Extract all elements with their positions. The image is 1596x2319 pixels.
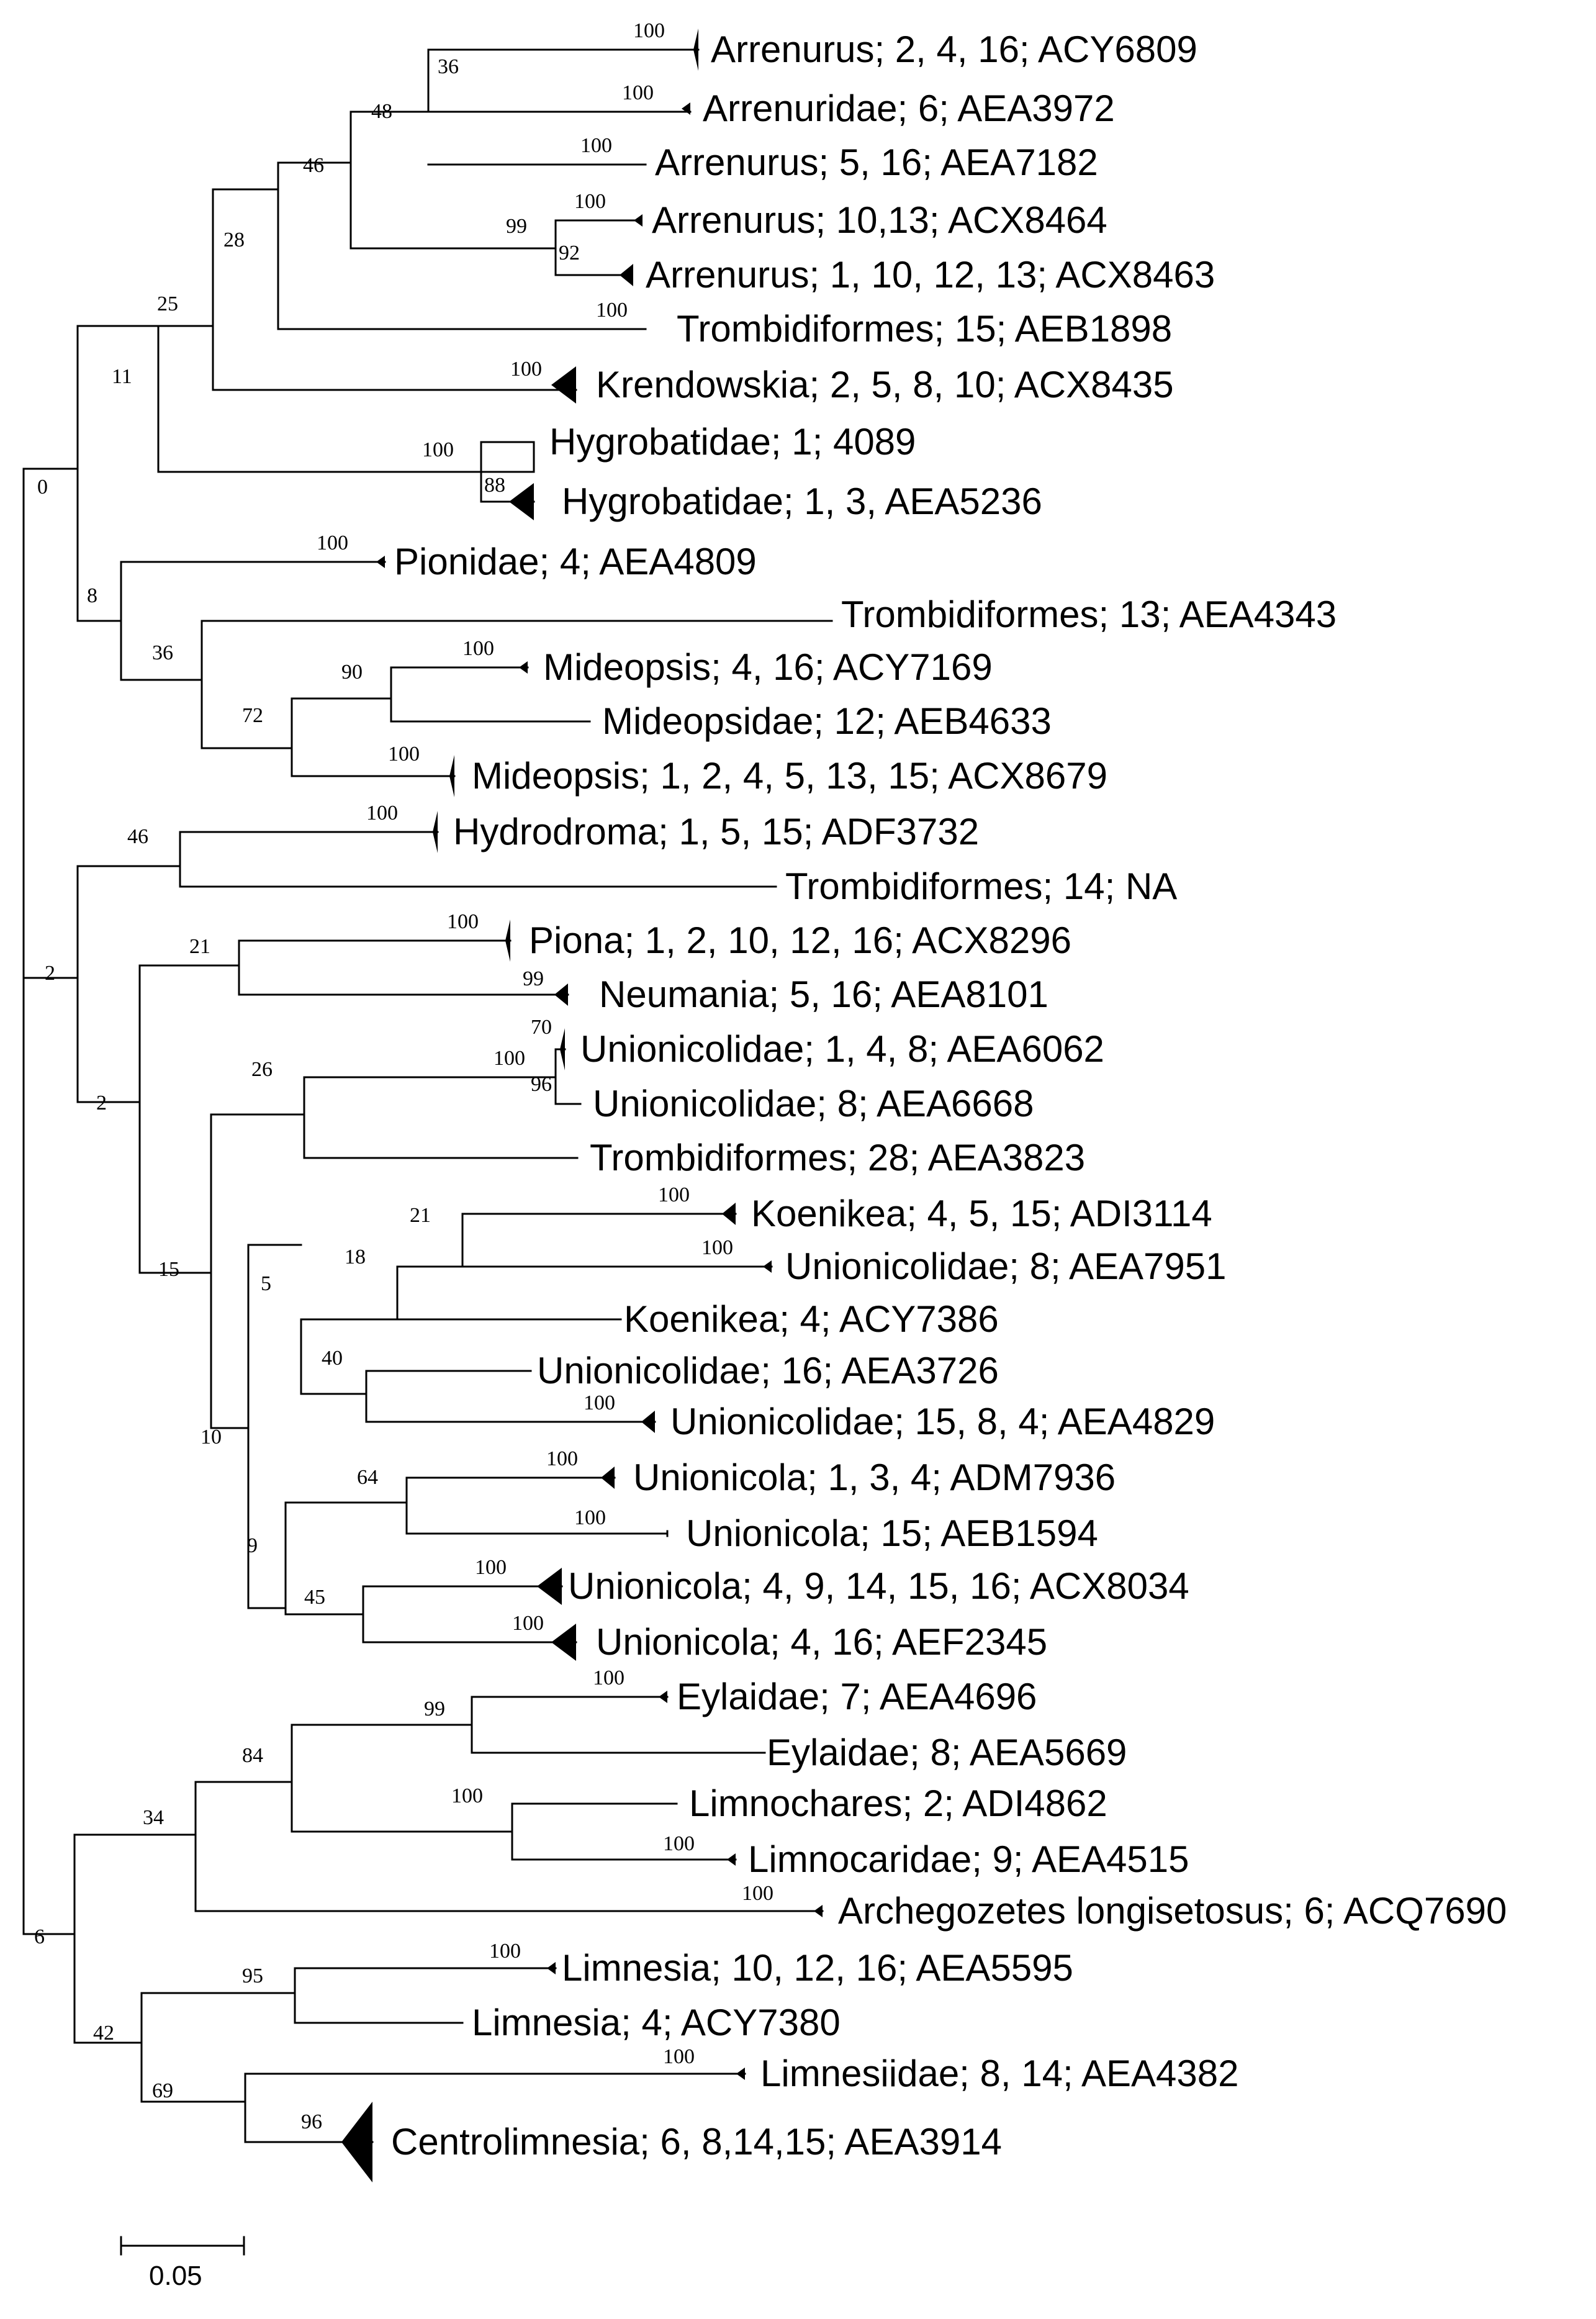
tip-label: Arrenurus; 10,13; ACX8464	[652, 199, 1107, 241]
tip-label: Krendowskia; 2, 5, 8, 10; ACX8435	[596, 364, 1174, 405]
support-value: 88	[484, 474, 505, 497]
branch-segment	[407, 1478, 667, 1534]
support-value: 100	[494, 1047, 525, 1070]
branch-segment	[301, 1319, 397, 1394]
tip-label: Unionicola; 15; AEB1594	[686, 1512, 1098, 1554]
tip-label: Unionicolidae; 15, 8, 4; AEA4829	[670, 1401, 1215, 1442]
tip-label: Limnocaridae; 9; AEA4515	[748, 1838, 1189, 1880]
support-value: 72	[242, 704, 263, 727]
support-value: 100	[584, 1391, 615, 1414]
collapsed-clade-wedge	[537, 1568, 562, 1605]
tip-label: Mideopsis; 1, 2, 4, 5, 13, 15; ACX8679	[472, 755, 1107, 797]
collapsed-clade-wedge	[376, 556, 385, 568]
tip-label: Unionicola; 1, 3, 4; ADM7936	[633, 1457, 1116, 1498]
tip-label: Trombidiformes; 15; AEB1898	[677, 308, 1173, 350]
support-value: 100	[593, 1666, 624, 1689]
support-value: 11	[112, 365, 132, 388]
collapsed-clade-wedge	[693, 29, 698, 71]
tip-label: Unionicolidae; 8; AEA6668	[593, 1083, 1034, 1124]
tip-label: Hygrobatidae; 1; 4089	[549, 421, 916, 463]
branch-segment	[211, 1114, 304, 1428]
branch-segment	[74, 1835, 196, 2043]
tip-label: Eylaidae; 7; AEA4696	[677, 1676, 1037, 1717]
support-value: 100	[366, 802, 398, 825]
support-value: 18	[345, 1245, 366, 1268]
collapsed-clade-wedge	[433, 811, 438, 853]
tip-label: Unionicolidae; 8; AEA7951	[785, 1245, 1227, 1287]
tip-label: Unionicola; 4, 9, 14, 15, 16; ACX8034	[568, 1565, 1189, 1607]
support-value: 21	[410, 1204, 431, 1227]
tip-label: Koenikea; 4, 5, 15; ADI3114	[751, 1193, 1212, 1234]
branch-segment	[556, 1049, 580, 1104]
tip-label: Limnesia; 10, 12, 16; AEA5595	[562, 1947, 1073, 1989]
collapsed-clade-wedge	[814, 1905, 823, 1917]
tip-label: Eylaidae; 8; AEA5669	[767, 1732, 1127, 1773]
support-value: 100	[512, 1612, 544, 1635]
collapsed-clade-wedge	[736, 2068, 745, 2080]
collapsed-clade-wedge	[341, 2102, 372, 2182]
branch-segment	[292, 1725, 512, 1832]
support-value: 100	[489, 1940, 521, 1963]
support-value: 100	[574, 1506, 606, 1529]
collapsed-clade-wedge	[551, 366, 576, 404]
tip-label: Hygrobatidae; 1, 3, AEA5236	[562, 481, 1042, 522]
collapsed-clade-wedge	[554, 983, 568, 1006]
tip-label: Mideopsis; 4, 16; ACY7169	[543, 646, 993, 688]
tip-label: Limnesia; 4; ACY7380	[472, 2002, 841, 2043]
support-value: 40	[322, 1347, 343, 1370]
support-value: 100	[633, 19, 665, 42]
support-value: 99	[424, 1697, 445, 1720]
support-value: 8	[87, 584, 97, 607]
collapsed-clade-wedge	[727, 1853, 736, 1866]
branch-segment	[278, 163, 646, 329]
branch-segment	[158, 326, 534, 472]
tip-label: Neumania; 5, 16; AEA8101	[599, 974, 1048, 1015]
collapsed-clade-wedge	[682, 102, 690, 115]
branch-segment	[78, 866, 180, 1102]
support-value: 100	[451, 1784, 483, 1807]
tip-label: Arrenurus; 2, 4, 16; ACY6809	[711, 29, 1197, 70]
support-value: 100	[580, 134, 612, 157]
collapsed-clade-wedge	[722, 1203, 736, 1225]
support-value: 96	[531, 1073, 552, 1096]
scale-bar	[121, 2237, 244, 2291]
scale-bar-line	[121, 2237, 244, 2254]
support-value: 100	[742, 1882, 773, 1905]
support-value: 99	[523, 967, 544, 990]
collapsed-clade-wedge	[505, 920, 510, 962]
support-value: 9	[247, 1534, 258, 1557]
support-value: 95	[242, 1964, 263, 1987]
branch-segment	[397, 1267, 621, 1319]
support-value: 100	[510, 358, 542, 381]
collapsed-clade-wedge	[763, 1260, 772, 1273]
tip-label: Archegozetes longisetosus; 6; ACQ7690	[838, 1890, 1507, 1932]
tip-label: Piona; 1, 2, 10, 12, 16; ACX8296	[529, 920, 1071, 961]
support-value: 84	[242, 1744, 263, 1767]
support-value: 6	[34, 1925, 45, 1948]
support-value: 5	[261, 1272, 271, 1295]
support-value: 25	[157, 292, 178, 315]
support-value: 100	[546, 1447, 578, 1470]
support-value: 64	[357, 1466, 378, 1489]
branch-segment	[140, 965, 239, 1273]
tip-labels	[391, 29, 1507, 2163]
branch-segment	[24, 469, 78, 1934]
support-value: 45	[304, 1586, 325, 1609]
support-value: 100	[663, 2045, 695, 2068]
tip-label: Trombidiformes; 13; AEA4343	[841, 594, 1337, 635]
support-value: 69	[152, 2079, 173, 2102]
branch-segment	[239, 941, 568, 995]
tip-label: Arrenuridae; 6; AEA3972	[703, 88, 1115, 129]
collapsed-clade-wedge	[547, 1962, 556, 1974]
branch-segment	[292, 698, 454, 776]
tip-label: Trombidiformes; 14; NA	[785, 866, 1178, 907]
support-value: 100	[462, 637, 494, 660]
support-value: 2	[45, 962, 55, 985]
support-value: 2	[96, 1092, 107, 1114]
support-value: 48	[371, 100, 392, 123]
support-value: 100	[475, 1556, 507, 1579]
collapsed-clade-wedge	[620, 264, 633, 286]
support-value: 100	[388, 743, 420, 766]
support-value: 46	[127, 825, 148, 848]
collapsed-clade-wedge	[509, 483, 534, 520]
support-value: 0	[37, 476, 48, 499]
support-value: 100	[663, 1832, 695, 1855]
tip-label: Centrolimnesia; 6, 8,14,15; AEA3914	[391, 2121, 1002, 2163]
support-value: 90	[341, 661, 363, 684]
collapsed-clade-wedge	[560, 1028, 565, 1070]
support-value: 99	[506, 215, 527, 238]
support-value: 28	[223, 228, 245, 251]
support-value: 46	[303, 154, 324, 177]
support-value: 15	[158, 1258, 179, 1281]
support-value: 100	[317, 531, 348, 554]
tip-label: Hydrodroma; 1, 5, 15; ADF3732	[453, 811, 980, 852]
collapsed-clade-wedge	[519, 661, 528, 674]
tip-label: Koenikea; 4; ACY7386	[624, 1298, 999, 1340]
tip-label: Unionicola; 4, 16; AEF2345	[596, 1621, 1048, 1663]
tip-label: Arrenurus; 1, 10, 12, 13; ACX8463	[646, 254, 1215, 296]
support-value: 42	[93, 2022, 114, 2045]
collapsed-clade-wedge	[634, 214, 642, 227]
collapsed-clade-wedge	[641, 1411, 655, 1433]
collapsed-clade-wedge	[659, 1691, 667, 1703]
tip-label: Unionicolidae; 1, 4, 8; AEA6062	[580, 1028, 1104, 1070]
support-value: 70	[531, 1016, 552, 1039]
support-value: 10	[201, 1426, 222, 1449]
support-value: 100	[596, 299, 628, 322]
support-value: 26	[251, 1058, 273, 1081]
support-value: 96	[301, 2110, 322, 2133]
branch-segment	[428, 50, 698, 112]
tip-label: Limnesiidae; 8, 14; AEA4382	[760, 2053, 1239, 2094]
collapsed-clade-wedge	[601, 1467, 615, 1489]
support-value: 34	[143, 1806, 164, 1829]
support-value: 21	[189, 935, 210, 958]
support-value: 36	[438, 55, 459, 78]
support-value: 100	[574, 190, 606, 213]
branch-segment	[363, 1586, 576, 1642]
tip-label: Mideopsidae; 12; AEB4633	[602, 700, 1052, 742]
collapsed-clade-wedge	[449, 755, 454, 797]
support-value: 100	[701, 1236, 733, 1259]
collapsed-clade-wedge	[551, 1624, 576, 1661]
tip-label: Limnochares; 2; ADI4862	[689, 1783, 1107, 1824]
tip-label: Pionidae; 4; AEA4809	[394, 541, 757, 582]
support-value: 100	[422, 438, 454, 461]
tip-label: Unionicolidae; 16; AEA3726	[537, 1350, 999, 1391]
support-value: 100	[622, 81, 654, 104]
tip-label: Trombidiformes; 28; AEA3823	[590, 1137, 1086, 1178]
support-value: 92	[559, 242, 580, 264]
tip-label: Arrenurus; 5, 16; AEA7182	[655, 142, 1098, 183]
support-value: 100	[447, 910, 479, 933]
support-value: 36	[152, 641, 173, 664]
scale-bar-label: 0.05	[149, 2261, 202, 2291]
support-value: 100	[658, 1183, 690, 1206]
